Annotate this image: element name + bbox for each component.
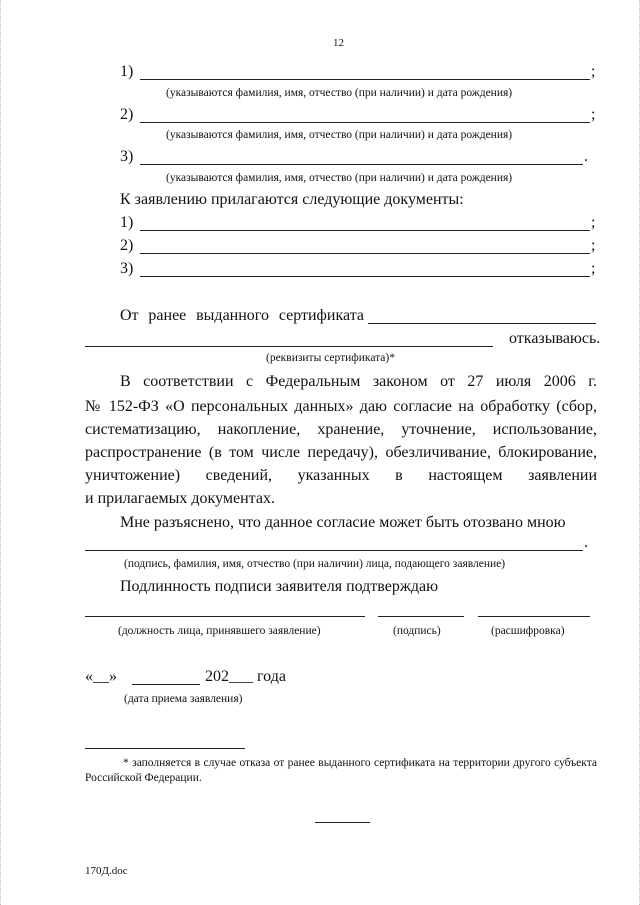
applicant-1-hint: (указываются фамилия, имя, отчество (при наличии) и дата рождения) (166, 87, 513, 99)
document-1-number: 1) (120, 214, 134, 231)
page-number: 12 (333, 37, 344, 49)
applicant-2-number: 2) (120, 106, 134, 123)
signature-line[interactable] (378, 616, 464, 617)
document-3-end: ; (591, 260, 596, 277)
scan-edge-left (0, 0, 4, 905)
position-line[interactable] (85, 616, 365, 617)
applicant-3-fill-line[interactable] (140, 164, 583, 165)
revocation-end: . (584, 534, 588, 551)
document-3-fill-line[interactable] (140, 276, 590, 277)
applicant-3-number: 3) (120, 148, 134, 165)
signature-hint: (подпись) (393, 625, 441, 637)
decoding-hint: (расшифровка) (491, 625, 565, 637)
file-name: 170Д.doc (85, 865, 128, 877)
closing-divider (315, 822, 370, 823)
verification-text: Подлинность подписи заявителя подтверждаю (120, 578, 439, 595)
document-2-end: ; (591, 237, 596, 254)
applicant-3-hint: (указываются фамилия, имя, отчество (при наличии) и дата рождения) (166, 172, 513, 184)
applicant-2-hint: (указываются фамилия, имя, отчество (при наличии) и дата рождения) (166, 129, 513, 141)
consent-line-2: № 152-ФЗ «О персональных данных» даю согласие на обработку (сбор, (85, 398, 597, 415)
certificate-hint: (реквизиты сертификата)* (266, 352, 395, 364)
document-1-end: ; (591, 214, 596, 231)
date-month-line[interactable] (132, 684, 200, 685)
revocation-hint: (подпись, фамилия, имя, отчество (при наличии) лица, подающего заявление) (124, 558, 506, 570)
applicant-1-fill-line[interactable] (140, 79, 590, 80)
certificate-refuse-word: отказываюсь. (509, 330, 601, 347)
applicant-1-end: ; (591, 63, 596, 80)
certificate-refusal-text: От ранее выданного сертификата (120, 307, 364, 324)
certificate-details-line-1[interactable] (368, 323, 596, 324)
date-hint: (дата приема заявления) (124, 693, 243, 705)
applicant-3-end: . (584, 148, 588, 165)
applicant-1-number: 1) (120, 63, 134, 80)
position-hint: (должность лица, принявшего заявление) (118, 625, 321, 637)
footnote-text: * заполняется в случае отказа от ранее выданного сертификата на территории другого субъекта Российской Федерации. (85, 757, 597, 784)
consent-line-5: уничтожение) сведений, указанных в настоящем заявлении (85, 467, 597, 484)
scan-edge-right (636, 0, 640, 905)
certificate-details-line-2[interactable] (85, 346, 493, 347)
revocation-text: Мне разъяснено, что данное согласие может быть отозвано мною (120, 514, 566, 531)
consent-line-4: распространение (в том числе передачу), обезличивание, блокирование, (85, 444, 597, 461)
document-3-number: 3) (120, 260, 134, 277)
revocation-signature-line[interactable] (85, 550, 583, 551)
document-2-number: 2) (120, 237, 134, 254)
document-1-fill-line[interactable] (140, 230, 590, 231)
footnote-divider (85, 748, 245, 749)
date-year[interactable]: 202___ года (205, 668, 286, 685)
decoding-line[interactable] (478, 616, 590, 617)
date-day[interactable]: «__» (85, 668, 117, 685)
consent-line-1: В соответствии с Федеральным законом от 27 июля 2006 г. (120, 373, 597, 390)
applicant-2-end: ; (591, 106, 596, 123)
documents-heading: К заявлению прилагаются следующие документы: (120, 191, 464, 208)
document-2-fill-line[interactable] (140, 253, 590, 254)
consent-line-3: систематизацию, накопление, хранение, уточнение, использование, (85, 421, 597, 438)
applicant-2-fill-line[interactable] (140, 122, 590, 123)
consent-line-6: и прилагаемых документах. (85, 490, 275, 507)
